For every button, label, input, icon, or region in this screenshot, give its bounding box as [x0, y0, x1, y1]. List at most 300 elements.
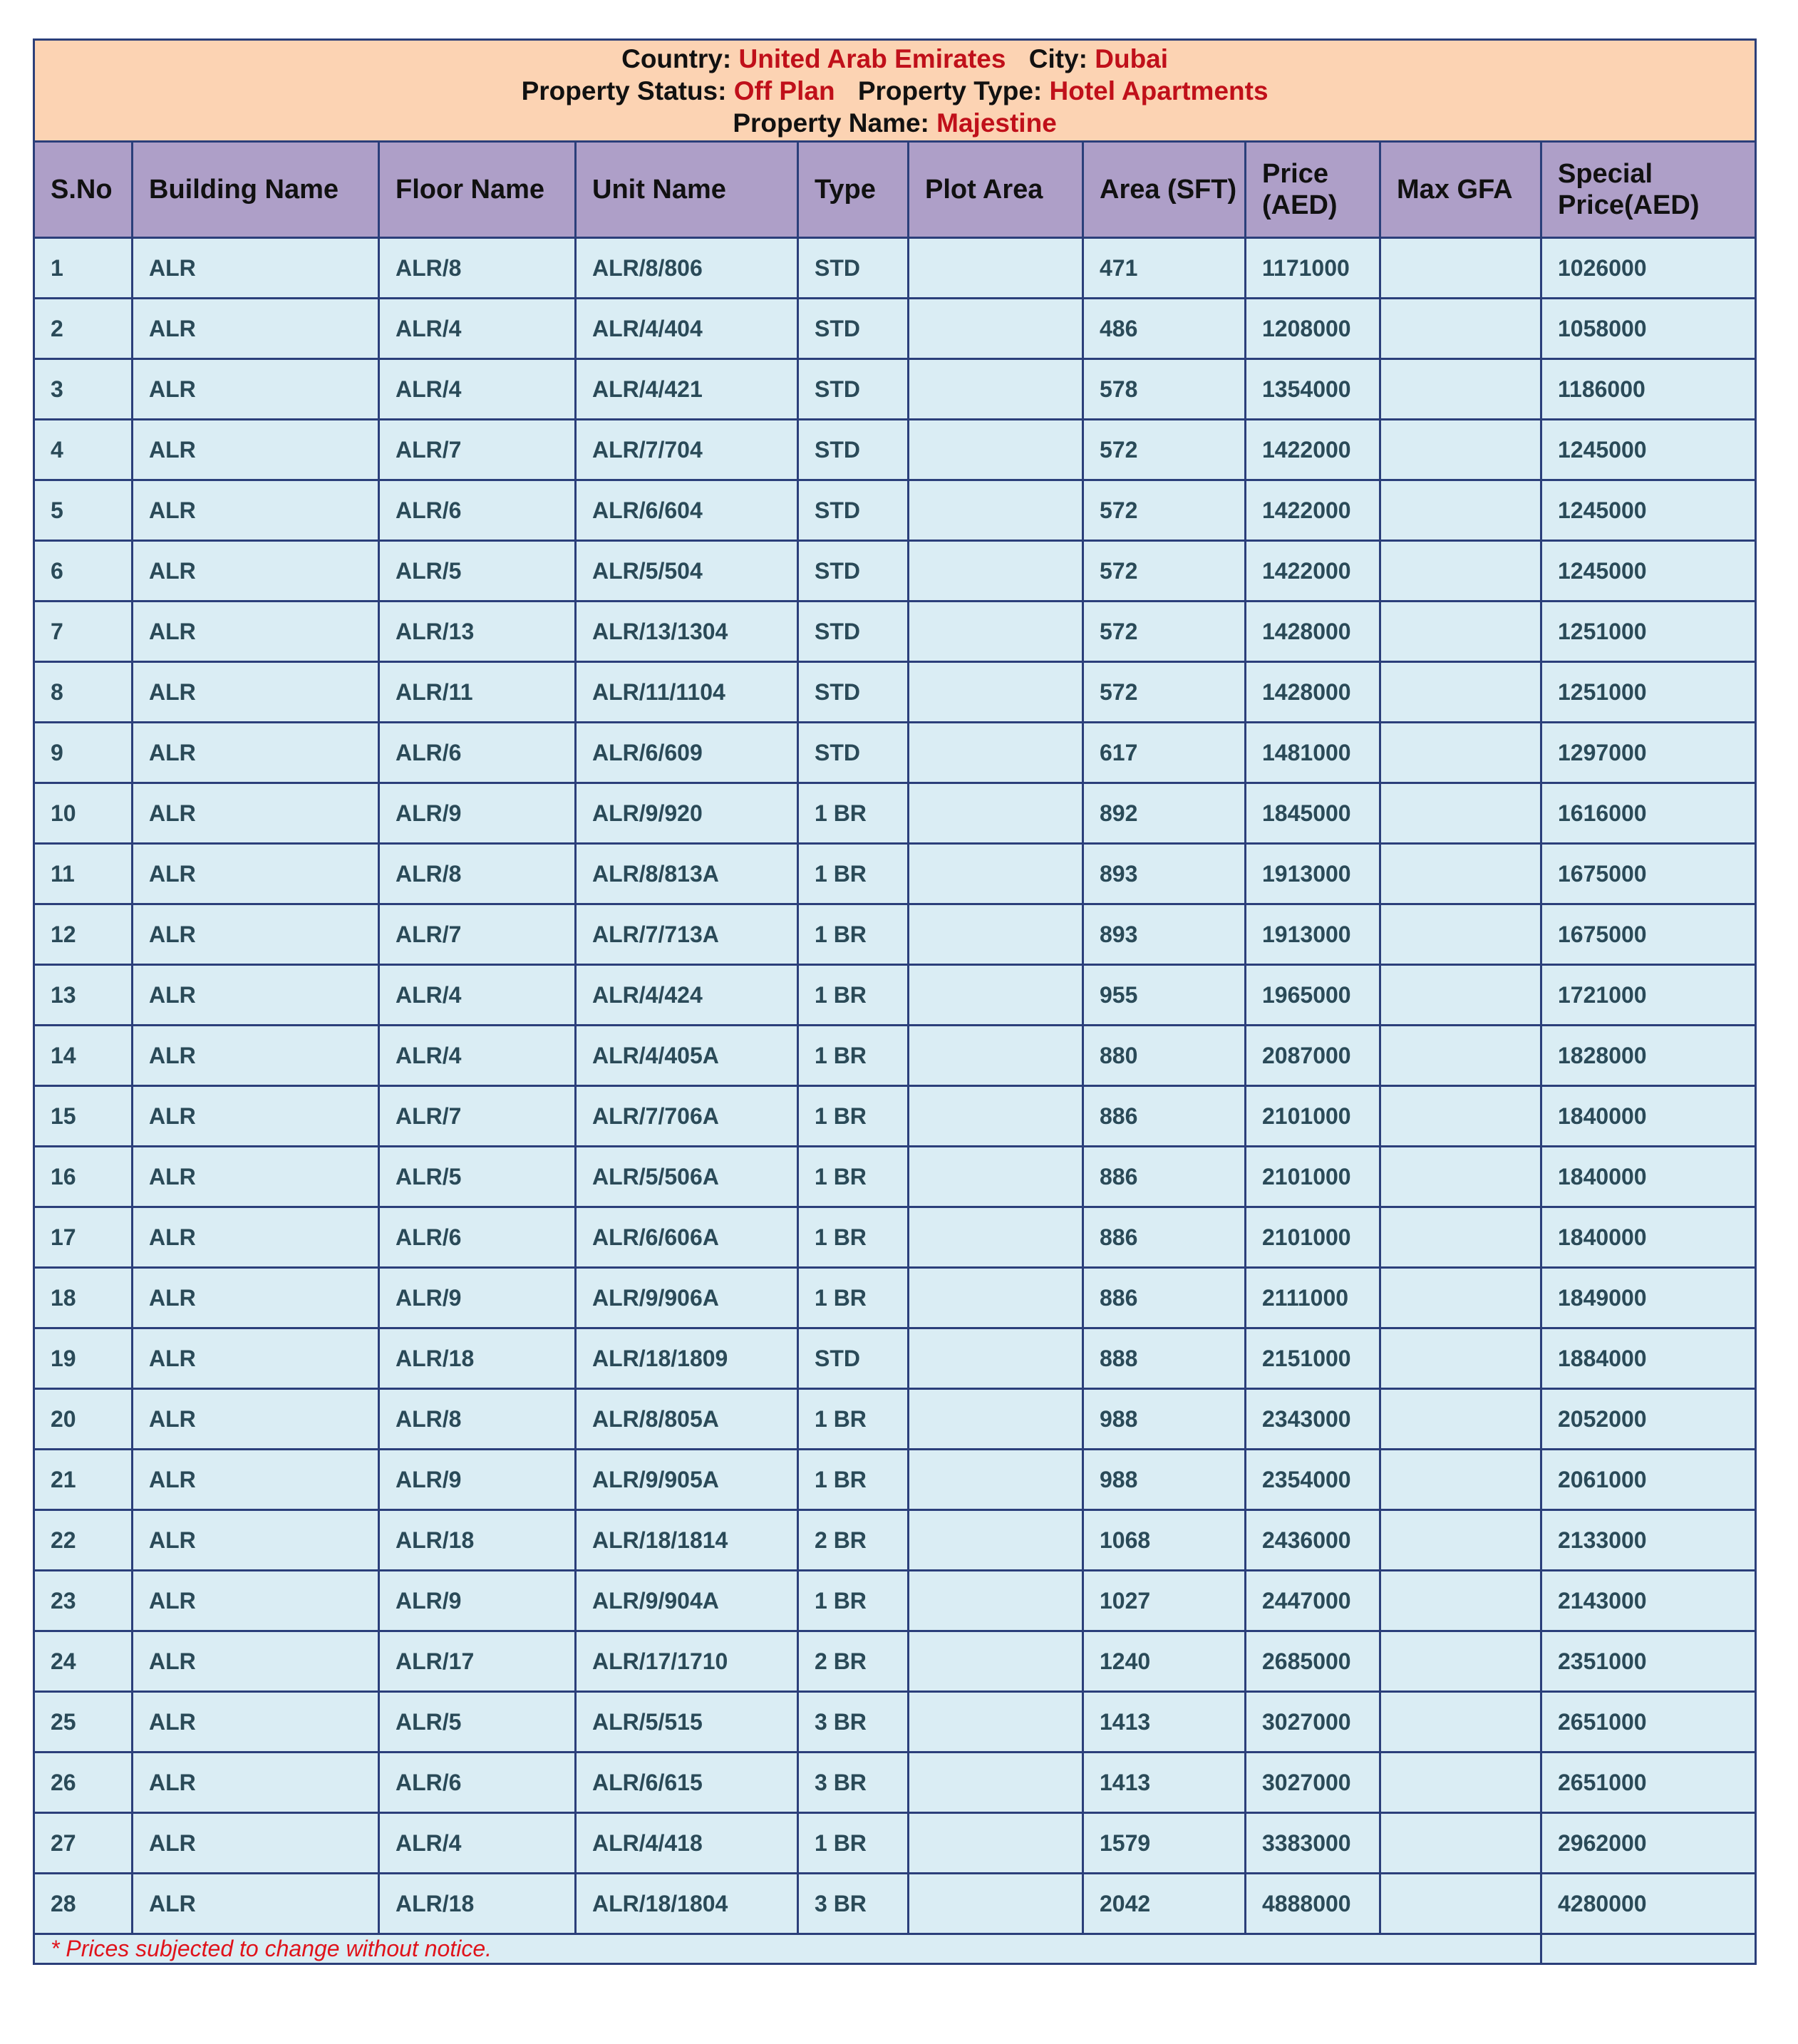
table-row: [34, 1510, 1756, 1571]
col-type-cell: 1 BR: [798, 1450, 909, 1510]
col-floor-name-cell: ALR/8: [379, 238, 576, 299]
col-unit-name-cell: ALR/18/1809: [576, 1328, 798, 1389]
col-plot-area-cell: [909, 662, 1083, 723]
col-area-cell: 1068: [1083, 1510, 1246, 1571]
col-price-cell: 3027000: [1246, 1692, 1380, 1753]
col-building-name-cell: ALR: [133, 1571, 379, 1631]
col-floor-name-cell: ALR/4: [379, 965, 576, 1026]
col-type-cell: 3 BR: [798, 1753, 909, 1813]
col-unit-name-cell: ALR/9/905A: [576, 1450, 798, 1510]
col-special-price-cell: 2651000: [1541, 1692, 1756, 1753]
col-floor-name-cell: ALR/18: [379, 1510, 576, 1571]
col-special-price-cell: 2133000: [1541, 1510, 1756, 1571]
col-unit-name-cell: ALR/9/920: [576, 783, 798, 844]
col-max-gfa-cell: [1380, 299, 1541, 359]
col-unit-name-cell: ALR/13/1304: [576, 602, 798, 662]
col-sno-cell: 23: [34, 1571, 133, 1631]
col-sno-cell: 20: [34, 1389, 133, 1450]
footnote-row: [34, 1934, 1756, 1964]
col-unit-name-cell: ALR/4/421: [576, 359, 798, 420]
col-special-price-cell: 1186000: [1541, 359, 1756, 420]
footnote-empty-cell: [1541, 1934, 1756, 1964]
col-type-cell: 1 BR: [798, 1268, 909, 1328]
col-sno-cell: 17: [34, 1207, 133, 1268]
col-special-price-cell: 2143000: [1541, 1571, 1756, 1631]
col-building-name-cell: ALR: [133, 420, 379, 480]
col-price-cell: 2111000: [1246, 1268, 1380, 1328]
col-sno-cell: 8: [34, 662, 133, 723]
status-label: Property Status:: [521, 76, 727, 105]
city-label: City:: [1028, 43, 1087, 73]
col-max-gfa-cell: [1380, 1813, 1541, 1874]
col-max-gfa-cell: [1380, 1510, 1541, 1571]
col-max-gfa-cell: [1380, 480, 1541, 541]
col-sno-cell: 19: [34, 1328, 133, 1389]
col-plot-area-cell: [909, 1026, 1083, 1086]
col-max-gfa-cell: [1380, 1753, 1541, 1813]
col-plot-area-cell: [909, 1389, 1083, 1450]
col-unit-name-cell: ALR/8/805A: [576, 1389, 798, 1450]
col-type-cell: 1 BR: [798, 1086, 909, 1147]
col-plot-area-cell: [909, 541, 1083, 602]
col-price-cell: 1913000: [1246, 904, 1380, 965]
col-floor-name-cell: ALR/18: [379, 1874, 576, 1934]
col-floor-name-cell: ALR/9: [379, 783, 576, 844]
col-type-cell: 2 BR: [798, 1510, 909, 1571]
col-area-cell: 1413: [1083, 1692, 1246, 1753]
col-sno-cell: 4: [34, 420, 133, 480]
col-price-cell: 2101000: [1246, 1207, 1380, 1268]
col-price-cell: 1422000: [1246, 480, 1380, 541]
col-type-cell: STD: [798, 238, 909, 299]
col-type-cell: 1 BR: [798, 1147, 909, 1207]
col-building-name-cell: ALR: [133, 1874, 379, 1934]
col-special-price-cell: 1245000: [1541, 541, 1756, 602]
col-area-cell: 886: [1083, 1147, 1246, 1207]
col-type-header: Type: [798, 142, 909, 238]
col-unit-name-cell: ALR/11/1104: [576, 662, 798, 723]
col-sno-cell: 7: [34, 602, 133, 662]
col-price-cell: 2087000: [1246, 1026, 1380, 1086]
col-building-name-cell: ALR: [133, 1692, 379, 1753]
table-row: [34, 1328, 1756, 1389]
col-floor-name-cell: ALR/6: [379, 723, 576, 783]
col-plot-area-cell: [909, 783, 1083, 844]
col-sno-cell: 6: [34, 541, 133, 602]
col-special-price-cell: 1675000: [1541, 844, 1756, 904]
col-sno-cell: 27: [34, 1813, 133, 1874]
col-unit-name-cell: ALR/8/813A: [576, 844, 798, 904]
col-special-price-cell: 1840000: [1541, 1207, 1756, 1268]
col-special-price-cell: 2061000: [1541, 1450, 1756, 1510]
col-sno-cell: 21: [34, 1450, 133, 1510]
col-sno-cell: 22: [34, 1510, 133, 1571]
col-building-name-cell: ALR: [133, 1147, 379, 1207]
col-type-cell: STD: [798, 480, 909, 541]
col-type-cell: STD: [798, 1328, 909, 1389]
col-special-price-cell: 4280000: [1541, 1874, 1756, 1934]
table-row: [34, 541, 1756, 602]
col-plot-area-cell: [909, 904, 1083, 965]
col-floor-name-cell: ALR/9: [379, 1571, 576, 1631]
col-area-cell: 2042: [1083, 1874, 1246, 1934]
table-row: [34, 1389, 1756, 1450]
col-plot-area-cell: [909, 602, 1083, 662]
col-price-cell: 2354000: [1246, 1450, 1380, 1510]
col-sno-cell: 28: [34, 1874, 133, 1934]
table-row: [34, 783, 1756, 844]
col-building-name-cell: ALR: [133, 1268, 379, 1328]
col-building-name-cell: ALR: [133, 541, 379, 602]
col-type-cell: STD: [798, 420, 909, 480]
property-name-value: Majestine: [936, 108, 1057, 138]
table-row: [34, 662, 1756, 723]
table-row: [34, 723, 1756, 783]
col-max-gfa-cell: [1380, 1268, 1541, 1328]
col-plot-area-cell: [909, 1207, 1083, 1268]
col-price-cell: 1428000: [1246, 662, 1380, 723]
col-sno-cell: 10: [34, 783, 133, 844]
col-price-cell: 2101000: [1246, 1147, 1380, 1207]
col-unit-name-cell: ALR/4/405A: [576, 1026, 798, 1086]
col-area-cell: 886: [1083, 1207, 1246, 1268]
col-unit-name-cell: ALR/7/706A: [576, 1086, 798, 1147]
col-max-gfa-cell: [1380, 1692, 1541, 1753]
col-plot-area-cell: [909, 965, 1083, 1026]
col-type-cell: STD: [798, 541, 909, 602]
col-unit-name-cell: ALR/5/506A: [576, 1147, 798, 1207]
table-row: [34, 299, 1756, 359]
col-sno-cell: 1: [34, 238, 133, 299]
col-type-cell: 1 BR: [798, 1571, 909, 1631]
col-plot-area-cell: [909, 1268, 1083, 1328]
col-plot-area-cell: [909, 420, 1083, 480]
col-area-cell: 880: [1083, 1026, 1246, 1086]
col-max-gfa-cell: [1380, 1450, 1541, 1510]
col-unit-name-cell: ALR/17/1710: [576, 1631, 798, 1692]
col-sno-cell: 9: [34, 723, 133, 783]
col-area-cell: 955: [1083, 965, 1246, 1026]
table-row: [34, 904, 1756, 965]
col-area-cell: 988: [1083, 1450, 1246, 1510]
col-special-price-cell: 2962000: [1541, 1813, 1756, 1874]
col-plot-area-cell: [909, 1450, 1083, 1510]
col-special-price-cell: 1884000: [1541, 1328, 1756, 1389]
price-list-sheet: [33, 38, 1755, 1965]
col-price-cell: 2447000: [1246, 1571, 1380, 1631]
col-building-name-cell: ALR: [133, 662, 379, 723]
col-building-name-cell: ALR: [133, 965, 379, 1026]
col-type-cell: 1 BR: [798, 1026, 909, 1086]
table-row: [34, 602, 1756, 662]
col-max-gfa-cell: [1380, 662, 1541, 723]
col-unit-name-cell: ALR/6/606A: [576, 1207, 798, 1268]
col-sno-cell: 26: [34, 1753, 133, 1813]
col-special-price-cell: 2351000: [1541, 1631, 1756, 1692]
col-floor-name-cell: ALR/4: [379, 359, 576, 420]
table-row: [34, 1813, 1756, 1874]
table-row: [34, 1874, 1756, 1934]
col-floor-name-cell: ALR/11: [379, 662, 576, 723]
col-unit-name-cell: ALR/18/1814: [576, 1510, 798, 1571]
col-floor-name-cell: ALR/6: [379, 480, 576, 541]
col-plot-area-cell: [909, 238, 1083, 299]
col-floor-name-cell: ALR/7: [379, 420, 576, 480]
col-max-gfa-cell: [1380, 904, 1541, 965]
col-building-name-cell: ALR: [133, 1328, 379, 1389]
col-special-price-cell: 1840000: [1541, 1086, 1756, 1147]
col-price-cell: 1208000: [1246, 299, 1380, 359]
col-building-name-cell: ALR: [133, 1813, 379, 1874]
col-max-gfa-cell: [1380, 783, 1541, 844]
col-building-name-cell: ALR: [133, 480, 379, 541]
col-max-gfa-cell: [1380, 1389, 1541, 1450]
col-special-price-header: Special Price(AED): [1541, 142, 1756, 238]
col-floor-name-cell: ALR/7: [379, 904, 576, 965]
property-type-value: Hotel Apartments: [1049, 76, 1269, 105]
col-area-cell: 1413: [1083, 1753, 1246, 1813]
col-area-cell: 988: [1083, 1389, 1246, 1450]
col-building-name-cell: ALR: [133, 1026, 379, 1086]
col-special-price-cell: 1026000: [1541, 238, 1756, 299]
col-plot-area-cell: [909, 1571, 1083, 1631]
col-max-gfa-cell: [1380, 541, 1541, 602]
col-floor-name-cell: ALR/9: [379, 1450, 576, 1510]
status-line: [35, 75, 1755, 107]
col-sno-cell: 14: [34, 1026, 133, 1086]
col-type-cell: STD: [798, 662, 909, 723]
col-max-gfa-cell: [1380, 1328, 1541, 1389]
col-unit-name-cell: ALR/9/906A: [576, 1268, 798, 1328]
col-sno-cell: 11: [34, 844, 133, 904]
table-row: [34, 1207, 1756, 1268]
unit-rows: [34, 238, 1756, 1934]
table-row: [34, 1692, 1756, 1753]
col-area-cell: 1579: [1083, 1813, 1246, 1874]
col-floor-name-cell: ALR/9: [379, 1268, 576, 1328]
col-plot-area-cell: [909, 1753, 1083, 1813]
col-special-price-cell: 2052000: [1541, 1389, 1756, 1450]
col-price-cell: 1965000: [1246, 965, 1380, 1026]
col-max-gfa-cell: [1380, 1631, 1541, 1692]
col-sno-cell: 5: [34, 480, 133, 541]
country-value: United Arab Emirates: [738, 43, 1006, 73]
col-price-cell: 1428000: [1246, 602, 1380, 662]
col-max-gfa-cell: [1380, 965, 1541, 1026]
col-area-cell: 572: [1083, 420, 1246, 480]
col-building-name-cell: ALR: [133, 1631, 379, 1692]
col-special-price-cell: 1251000: [1541, 602, 1756, 662]
col-type-cell: 1 BR: [798, 1207, 909, 1268]
col-price-cell: 2151000: [1246, 1328, 1380, 1389]
col-floor-name-cell: ALR/6: [379, 1207, 576, 1268]
table-row: [34, 1026, 1756, 1086]
col-area-cell: 886: [1083, 1268, 1246, 1328]
col-price-cell: 4888000: [1246, 1874, 1380, 1934]
col-max-gfa-header: Max GFA: [1380, 142, 1541, 238]
col-floor-name-cell: ALR/4: [379, 1813, 576, 1874]
col-special-price-cell: 1828000: [1541, 1026, 1756, 1086]
col-special-price-cell: 2651000: [1541, 1753, 1756, 1813]
col-sno-cell: 3: [34, 359, 133, 420]
col-building-name-cell: ALR: [133, 359, 379, 420]
col-sno-cell: 24: [34, 1631, 133, 1692]
col-plot-area-cell: [909, 1874, 1083, 1934]
col-special-price-cell: 1840000: [1541, 1147, 1756, 1207]
status-value: Off Plan: [733, 76, 835, 105]
col-unit-name-cell: ALR/18/1804: [576, 1874, 798, 1934]
col-floor-name-cell: ALR/5: [379, 1147, 576, 1207]
col-plot-area-cell: [909, 1086, 1083, 1147]
table-row: [34, 1147, 1756, 1207]
col-type-cell: 1 BR: [798, 1389, 909, 1450]
col-floor-name-cell: ALR/4: [379, 299, 576, 359]
col-area-cell: 886: [1083, 1086, 1246, 1147]
table-row: [34, 359, 1756, 420]
col-special-price-cell: 1245000: [1541, 480, 1756, 541]
col-plot-area-cell: [909, 1147, 1083, 1207]
col-plot-area-cell: [909, 723, 1083, 783]
col-unit-name-cell: ALR/4/418: [576, 1813, 798, 1874]
col-unit-name-cell: ALR/4/424: [576, 965, 798, 1026]
price-list-table: [33, 38, 1757, 1965]
col-max-gfa-cell: [1380, 1874, 1541, 1934]
table-row: [34, 1450, 1756, 1510]
col-type-cell: 1 BR: [798, 844, 909, 904]
col-building-name-cell: ALR: [133, 238, 379, 299]
col-building-name-cell: ALR: [133, 1207, 379, 1268]
col-sno-cell: 13: [34, 965, 133, 1026]
col-price-cell: 1913000: [1246, 844, 1380, 904]
col-max-gfa-cell: [1380, 1147, 1541, 1207]
col-special-price-cell: 1245000: [1541, 420, 1756, 480]
col-max-gfa-cell: [1380, 723, 1541, 783]
col-building-name-cell: ALR: [133, 723, 379, 783]
col-price-cell: 2436000: [1246, 1510, 1380, 1571]
col-building-name-cell: ALR: [133, 904, 379, 965]
col-unit-name-cell: ALR/6/609: [576, 723, 798, 783]
col-price-cell: 1422000: [1246, 420, 1380, 480]
col-special-price-cell: 1251000: [1541, 662, 1756, 723]
col-price-cell: 2343000: [1246, 1389, 1380, 1450]
col-building-name-header: Building Name: [133, 142, 379, 238]
table-row: [34, 965, 1756, 1026]
col-area-cell: 572: [1083, 480, 1246, 541]
col-area-cell: 572: [1083, 662, 1246, 723]
col-special-price-cell: 1058000: [1541, 299, 1756, 359]
col-unit-name-cell: ALR/7/713A: [576, 904, 798, 965]
table-row: [34, 1753, 1756, 1813]
col-building-name-cell: ALR: [133, 1086, 379, 1147]
col-floor-name-cell: ALR/17: [379, 1631, 576, 1692]
table-row: [34, 480, 1756, 541]
col-sno-cell: 15: [34, 1086, 133, 1147]
col-area-header: Area (SFT): [1083, 142, 1246, 238]
col-special-price-cell: 1675000: [1541, 904, 1756, 965]
col-building-name-cell: ALR: [133, 1510, 379, 1571]
col-type-cell: 2 BR: [798, 1631, 909, 1692]
col-max-gfa-cell: [1380, 602, 1541, 662]
col-area-cell: 617: [1083, 723, 1246, 783]
col-area-cell: 572: [1083, 541, 1246, 602]
col-sno-cell: 2: [34, 299, 133, 359]
col-max-gfa-cell: [1380, 844, 1541, 904]
col-unit-name-cell: ALR/9/904A: [576, 1571, 798, 1631]
col-special-price-cell: 1721000: [1541, 965, 1756, 1026]
footnote: * Prices subjected to change without notice.: [34, 1934, 1541, 1964]
col-plot-area-cell: [909, 480, 1083, 541]
col-price-cell: 1422000: [1246, 541, 1380, 602]
country-label: Country:: [621, 43, 732, 73]
col-price-cell: 1481000: [1246, 723, 1380, 783]
col-type-cell: 3 BR: [798, 1874, 909, 1934]
col-building-name-cell: ALR: [133, 602, 379, 662]
col-floor-name-cell: ALR/7: [379, 1086, 576, 1147]
col-price-cell: 3027000: [1246, 1753, 1380, 1813]
col-sno-cell: 25: [34, 1692, 133, 1753]
col-sno-cell: 12: [34, 904, 133, 965]
col-unit-name-cell: ALR/6/615: [576, 1753, 798, 1813]
col-area-cell: 572: [1083, 602, 1246, 662]
col-floor-name-cell: ALR/13: [379, 602, 576, 662]
col-unit-name-cell: ALR/6/604: [576, 480, 798, 541]
col-type-cell: STD: [798, 602, 909, 662]
city-value: Dubai: [1095, 43, 1169, 73]
col-plot-area-header: Plot Area: [909, 142, 1083, 238]
col-plot-area-cell: [909, 1813, 1083, 1874]
col-building-name-cell: ALR: [133, 1450, 379, 1510]
col-floor-name-cell: ALR/8: [379, 844, 576, 904]
property-info-banner: [34, 40, 1756, 142]
col-floor-name-cell: ALR/6: [379, 1753, 576, 1813]
col-plot-area-cell: [909, 299, 1083, 359]
col-plot-area-cell: [909, 844, 1083, 904]
col-special-price-cell: 1297000: [1541, 723, 1756, 783]
col-max-gfa-cell: [1380, 420, 1541, 480]
col-max-gfa-cell: [1380, 359, 1541, 420]
col-plot-area-cell: [909, 1631, 1083, 1692]
col-max-gfa-cell: [1380, 238, 1541, 299]
col-price-cell: 1354000: [1246, 359, 1380, 420]
col-floor-name-cell: ALR/5: [379, 1692, 576, 1753]
col-area-cell: 471: [1083, 238, 1246, 299]
col-type-cell: 1 BR: [798, 904, 909, 965]
col-plot-area-cell: [909, 1510, 1083, 1571]
col-area-cell: 892: [1083, 783, 1246, 844]
col-floor-name-cell: ALR/18: [379, 1328, 576, 1389]
col-sno-header: S.No: [34, 142, 133, 238]
table-row: [34, 1268, 1756, 1328]
col-type-cell: STD: [798, 299, 909, 359]
col-price-cell: 3383000: [1246, 1813, 1380, 1874]
col-special-price-cell: 1849000: [1541, 1268, 1756, 1328]
table-row: [34, 238, 1756, 299]
col-special-price-cell: 1616000: [1541, 783, 1756, 844]
table-row: [34, 844, 1756, 904]
col-building-name-cell: ALR: [133, 783, 379, 844]
col-area-cell: 578: [1083, 359, 1246, 420]
col-max-gfa-cell: [1380, 1086, 1541, 1147]
col-building-name-cell: ALR: [133, 1753, 379, 1813]
column-header-row: [34, 142, 1756, 238]
col-area-cell: 1240: [1083, 1631, 1246, 1692]
col-building-name-cell: ALR: [133, 299, 379, 359]
table-row: [34, 420, 1756, 480]
col-sno-cell: 16: [34, 1147, 133, 1207]
col-sno-cell: 18: [34, 1268, 133, 1328]
col-floor-name-cell: ALR/8: [379, 1389, 576, 1450]
property-type-label: Property Type:: [857, 76, 1043, 105]
